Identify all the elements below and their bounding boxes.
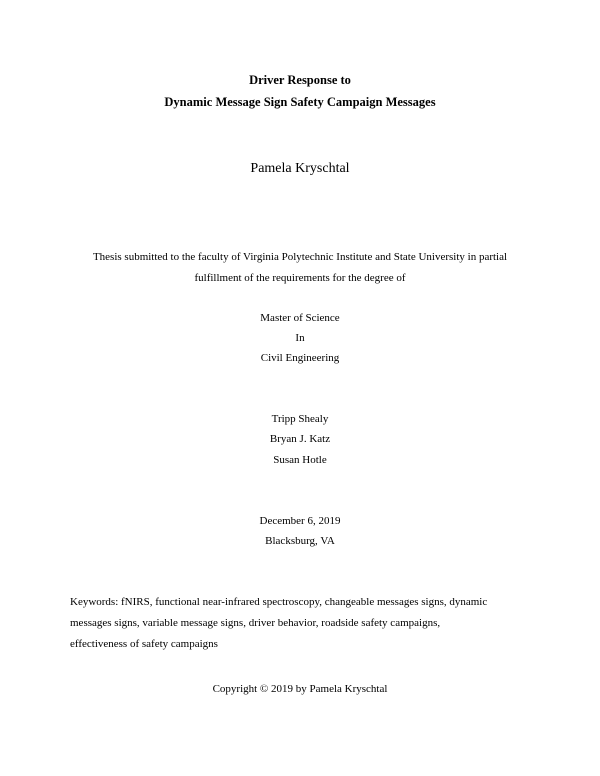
copyright-notice: Copyright © 2019 by Pamela Kryschtal [212,683,388,695]
location: Blacksburg, VA [265,535,335,547]
title-line-1: Driver Response to [249,73,351,87]
committee-member: Bryan J. Katz [269,433,331,445]
committee-member: Susan Hotle [273,454,327,466]
degree-field: Civil Engineering [260,352,340,364]
degree-name: Master of Science [260,312,340,324]
defense-date: December 6, 2019 [259,515,341,527]
committee-member: Tripp Shealy [271,413,329,425]
submission-line-2: fulfillment of the requirements for the degree of [194,272,406,284]
degree-preposition: In [295,332,305,344]
keywords-block [70,592,540,655]
author-name: Pamela Kryschtal [250,161,350,176]
keywords-line-1: Keywords: fNIRS, functional near-infrared spectroscopy, changeable messages signs, dynamic [70,596,488,608]
submission-line-1: Thesis submitted to the faculty of Virginia Polytechnic Institute and State University in partial [92,251,508,263]
title-line-2: Dynamic Message Sign Safety Campaign Messages [164,95,436,109]
keywords-line-2: messages signs, variable message signs, driver behavior, roadside safety campaigns, [70,617,441,629]
keywords-line-3: effectiveness of safety campaigns [70,638,218,650]
